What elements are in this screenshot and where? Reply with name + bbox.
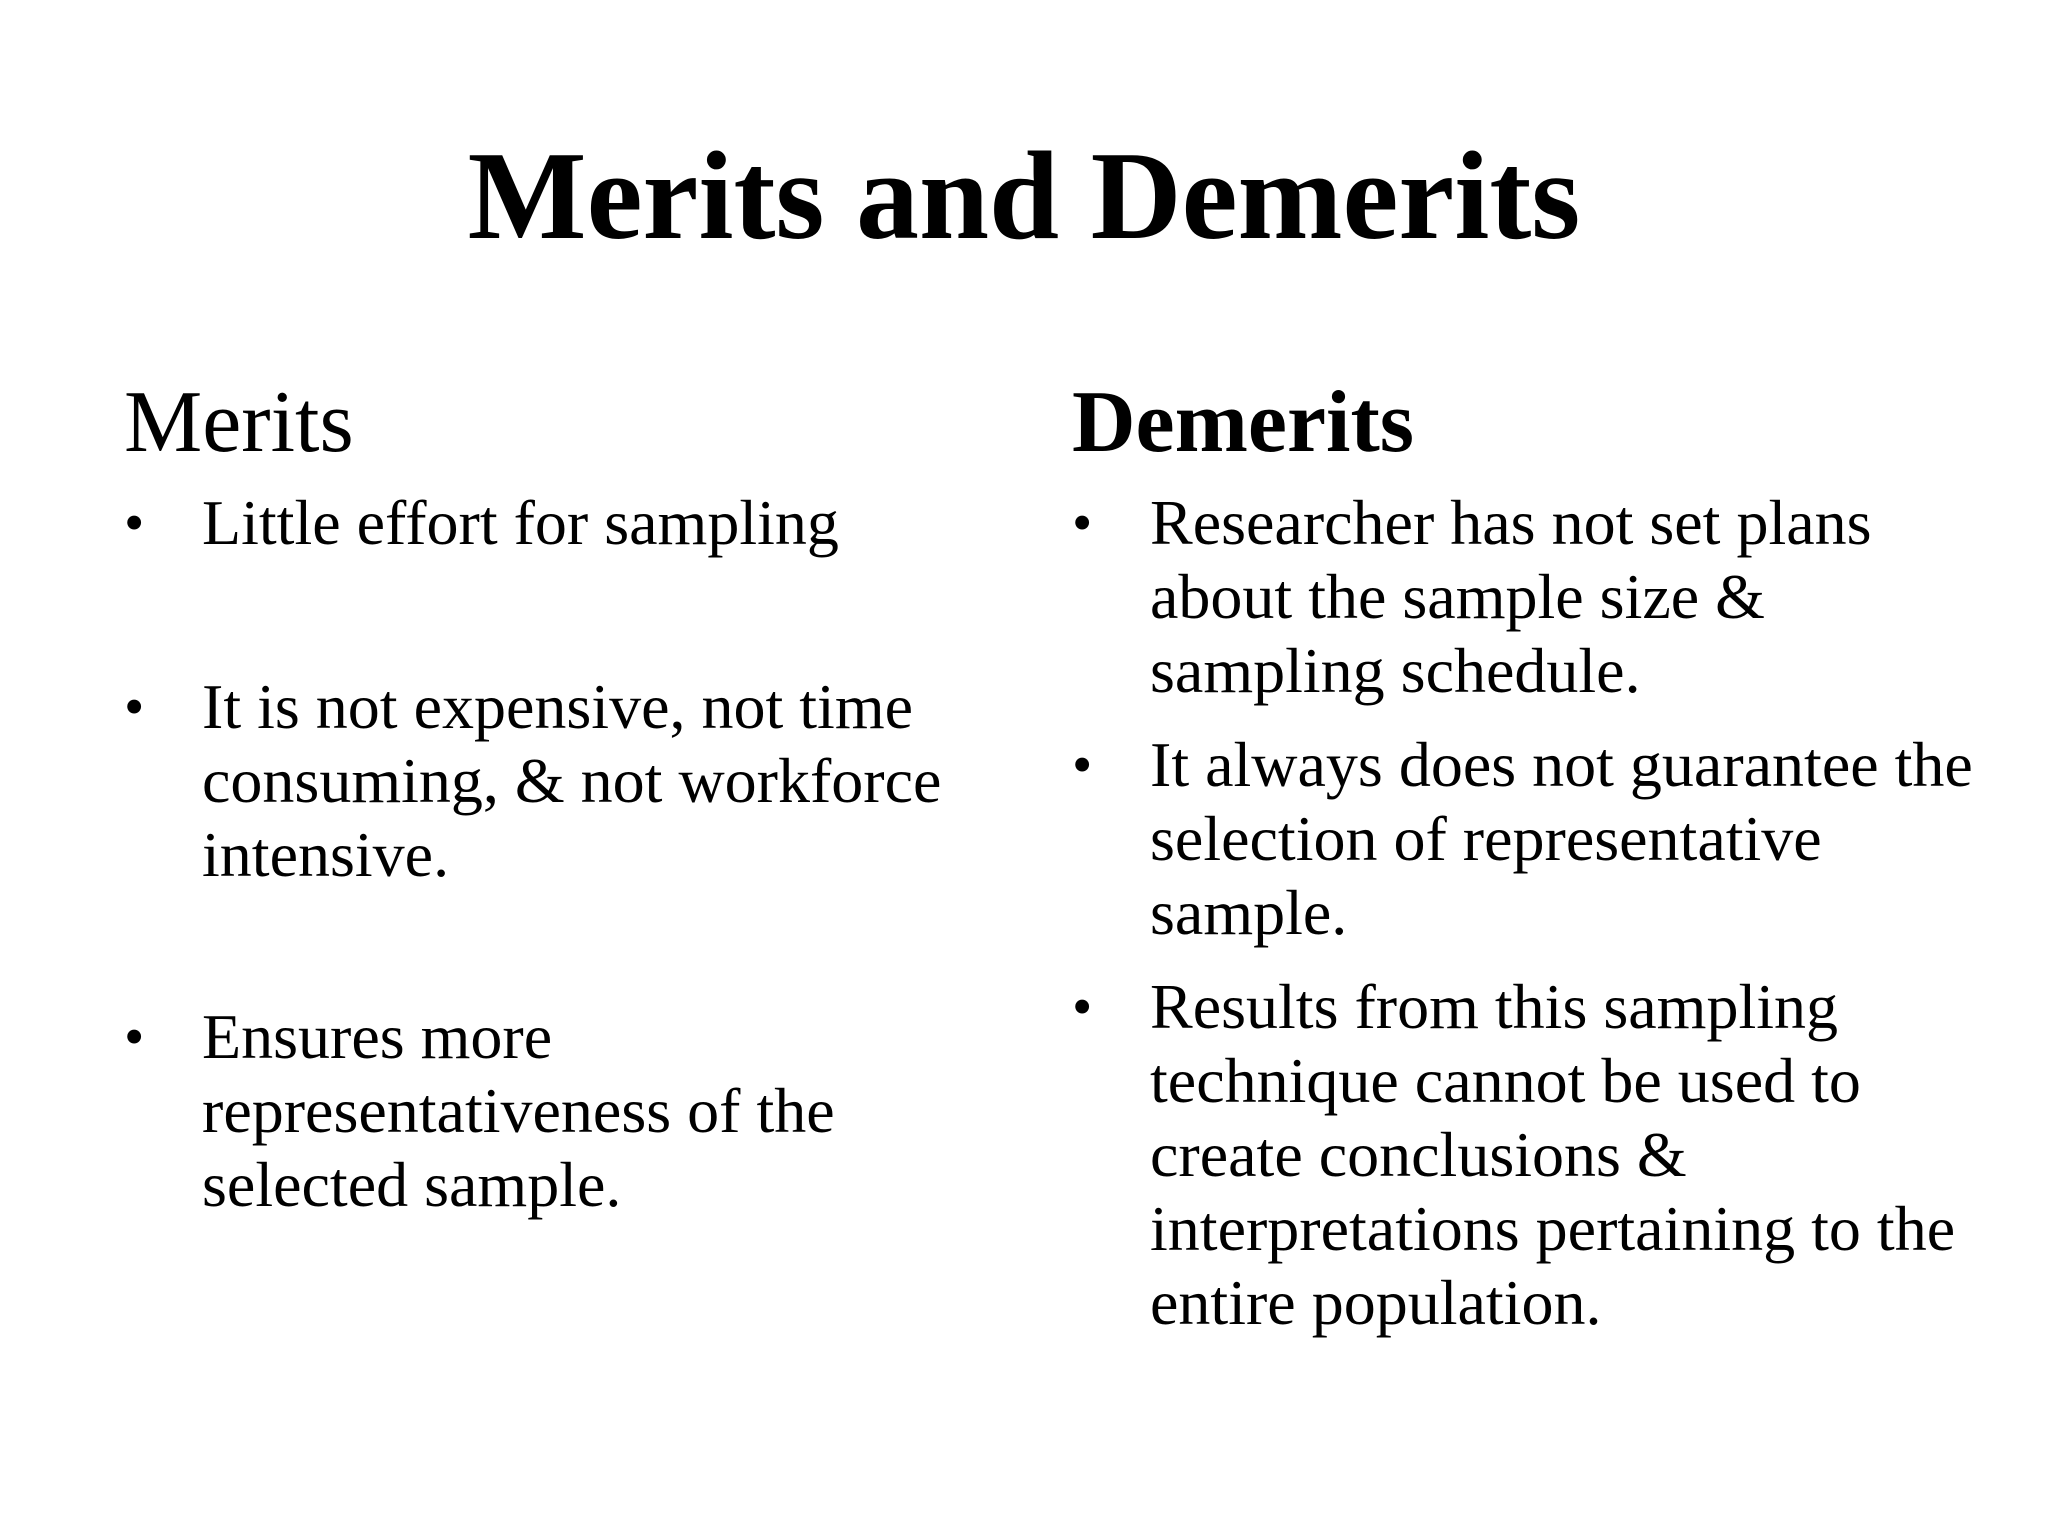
- demerits-list: [1072, 486, 1992, 1340]
- bullet-icon: •: [124, 673, 145, 739]
- merits-item: [124, 486, 1004, 560]
- bullet-icon: •: [1072, 489, 1093, 555]
- demerits-item-text: It always does not guarantee the selection of representative sample.: [1150, 728, 1973, 948]
- merits-heading: Merits: [124, 374, 354, 471]
- demerits-item: [1072, 728, 1992, 950]
- demerits-item: [1072, 970, 1992, 1340]
- bullet-icon: •: [1072, 731, 1093, 797]
- slide-title: Merits and Demerits: [467, 127, 1581, 266]
- demerits-heading: Demerits: [1072, 374, 1415, 471]
- merits-item: [124, 1000, 1004, 1222]
- demerits-column: [1072, 375, 1992, 1360]
- demerits-item-text: Results from this sampling technique cannot be used to create conclusions & interpretations pertaining to the entire population.: [1150, 970, 1956, 1338]
- bullet-icon: •: [1072, 973, 1093, 1039]
- merits-item-text: Ensures more representativeness of the selected sample.: [202, 1000, 835, 1220]
- merits-column: [124, 375, 1004, 1330]
- merits-item-text: It is not expensive, not time consuming, & not workforce intensive.: [202, 670, 942, 890]
- bullet-icon: •: [124, 1003, 145, 1069]
- merits-list: [124, 486, 1004, 1222]
- merits-item-text: Little effort for sampling: [202, 486, 839, 558]
- demerits-item: [1072, 486, 1992, 708]
- demerits-item-text: Researcher has not set plans about the sample size & sampling schedule.: [1150, 486, 1872, 706]
- merits-item: [124, 670, 1004, 892]
- bullet-icon: •: [124, 489, 145, 555]
